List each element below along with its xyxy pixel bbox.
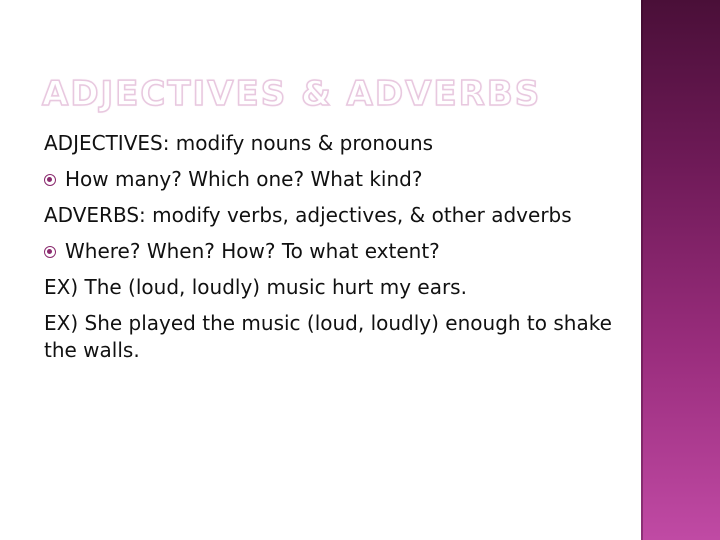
- adverbs-questions-bullet: [44, 238, 614, 265]
- slide-title: ADJECTIVES & ADVERBS: [42, 74, 542, 114]
- slide-body: [44, 130, 614, 373]
- circle-dot-bullet-icon: [44, 174, 56, 186]
- adjectives-questions-bullet: [44, 166, 614, 193]
- example-sentence-1: EX) The (loud, loudly) music hurt my ears.: [44, 275, 467, 299]
- adverbs-definition: ADVERBS: modify verbs, adjectives, & other adverbs: [44, 203, 572, 227]
- bullet-text: Where? When? How? To what extent?: [65, 239, 440, 263]
- circle-dot-bullet-icon: [44, 246, 56, 258]
- decorative-side-bar: [641, 0, 720, 540]
- bullet-text: How many? Which one? What kind?: [65, 167, 423, 191]
- example-sentence-2: EX) She played the music (loud, loudly) enough to shake the walls.: [44, 311, 612, 362]
- adjectives-definition: ADJECTIVES: modify nouns & pronouns: [44, 131, 434, 155]
- side-bar-edge: [641, 0, 643, 540]
